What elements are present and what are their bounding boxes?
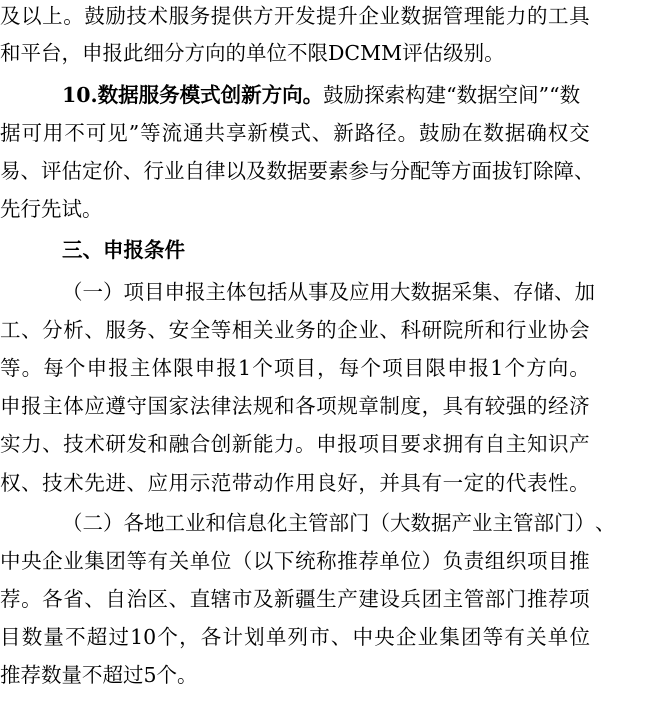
paragraph-line: 荐 。 各 省 、 自 治 区 、 直 辖 市 及 新 疆 生 产 建 设 兵 团 主 管 部 门 推 荐 项 [0, 587, 590, 611]
paragraph-line: 目 数 量 不 超 过 10 个 ， 各 计 划 单 列 市 、 中 央 企 业 集 团 等 有 关 单 位 [0, 625, 590, 649]
paragraph-line: 实 力 、 技 术 研 发 和 融 合 创 新 能 力 。 申 报 项 目 要 求 拥 有 自 主 知 识 产 [0, 432, 590, 456]
paragraph-line: （ 二 ） 各 地 工 业 和 信 息 化 主 管 部 门 （ 大 数 据 产 业 主 管 部 门 ） 、 [62, 511, 616, 535]
paragraph-line: 中 央 企 业 集 团 等 有 关 单 位 （ 以 下 统 称 推 荐 单 位 ） 负 责 组 织 项 目 推 [0, 549, 590, 573]
direction-10-line [62, 76, 590, 114]
paragraph-line: 权 、 技 术 先 进 、 应 用 示 范 带 动 作 用 良 好 ， 并 具 有 一 定 的 代 表 性 。 [0, 471, 590, 495]
direction-10-text: 鼓励探索构建“数据空间”“数 [323, 83, 581, 107]
paragraph-line: 先行先试。 [0, 197, 103, 221]
section-heading: 三、申报条件 [62, 238, 185, 262]
paragraph-line: 工 、 分 析 、 服 务 、 安 全 等 相 关 业 务 的 企 业 、 科 研 院 所 和 行 业 协 会 [0, 318, 590, 342]
direction-10-title: 10.数据服务模式创新方向。 [62, 83, 324, 107]
paragraph-line: 据 可 用 不 可 见 ” 等 流 通 共 享 新 模 式 、 新 路 径 。 鼓 励 在 数 据 确 权 交 [0, 121, 590, 145]
paragraph-line: 申 报 主 体 应 遵 守 国 家 法 律 法 规 和 各 项 规 章 制 度 ， 具 有 较 强 的 经 济 [0, 394, 590, 418]
paragraph-line: （ 一 ） 项 目 申 报 主 体 包 括 从 事 及 应 用 大 数 据 采 集 、 存 储 、 加 [62, 280, 595, 304]
paragraph-line: 等 。 每 个 申 报 主 体 限 申 报 1 个 项 目 ， 每 个 项 目 限 申 报 1 个 方 向 。 [0, 356, 590, 380]
paragraph-line: 和平台，申报此细分方向的单位不限DCMM评估级别。 [0, 41, 505, 65]
paragraph-line: 易 、 评 估 定 价 、 行 业 自 律 以 及 数 据 要 素 参 与 分 配 等 方 面 拔 钉 除 障 、 [0, 159, 595, 183]
paragraph-line: 及 以 上 。 鼓 励 技 术 服 务 提 供 方 开 发 提 升 企 业 数 据 管 理 能 力 的 工 具 [0, 4, 590, 28]
paragraph-line: 推荐数量不超过5个。 [0, 663, 198, 687]
